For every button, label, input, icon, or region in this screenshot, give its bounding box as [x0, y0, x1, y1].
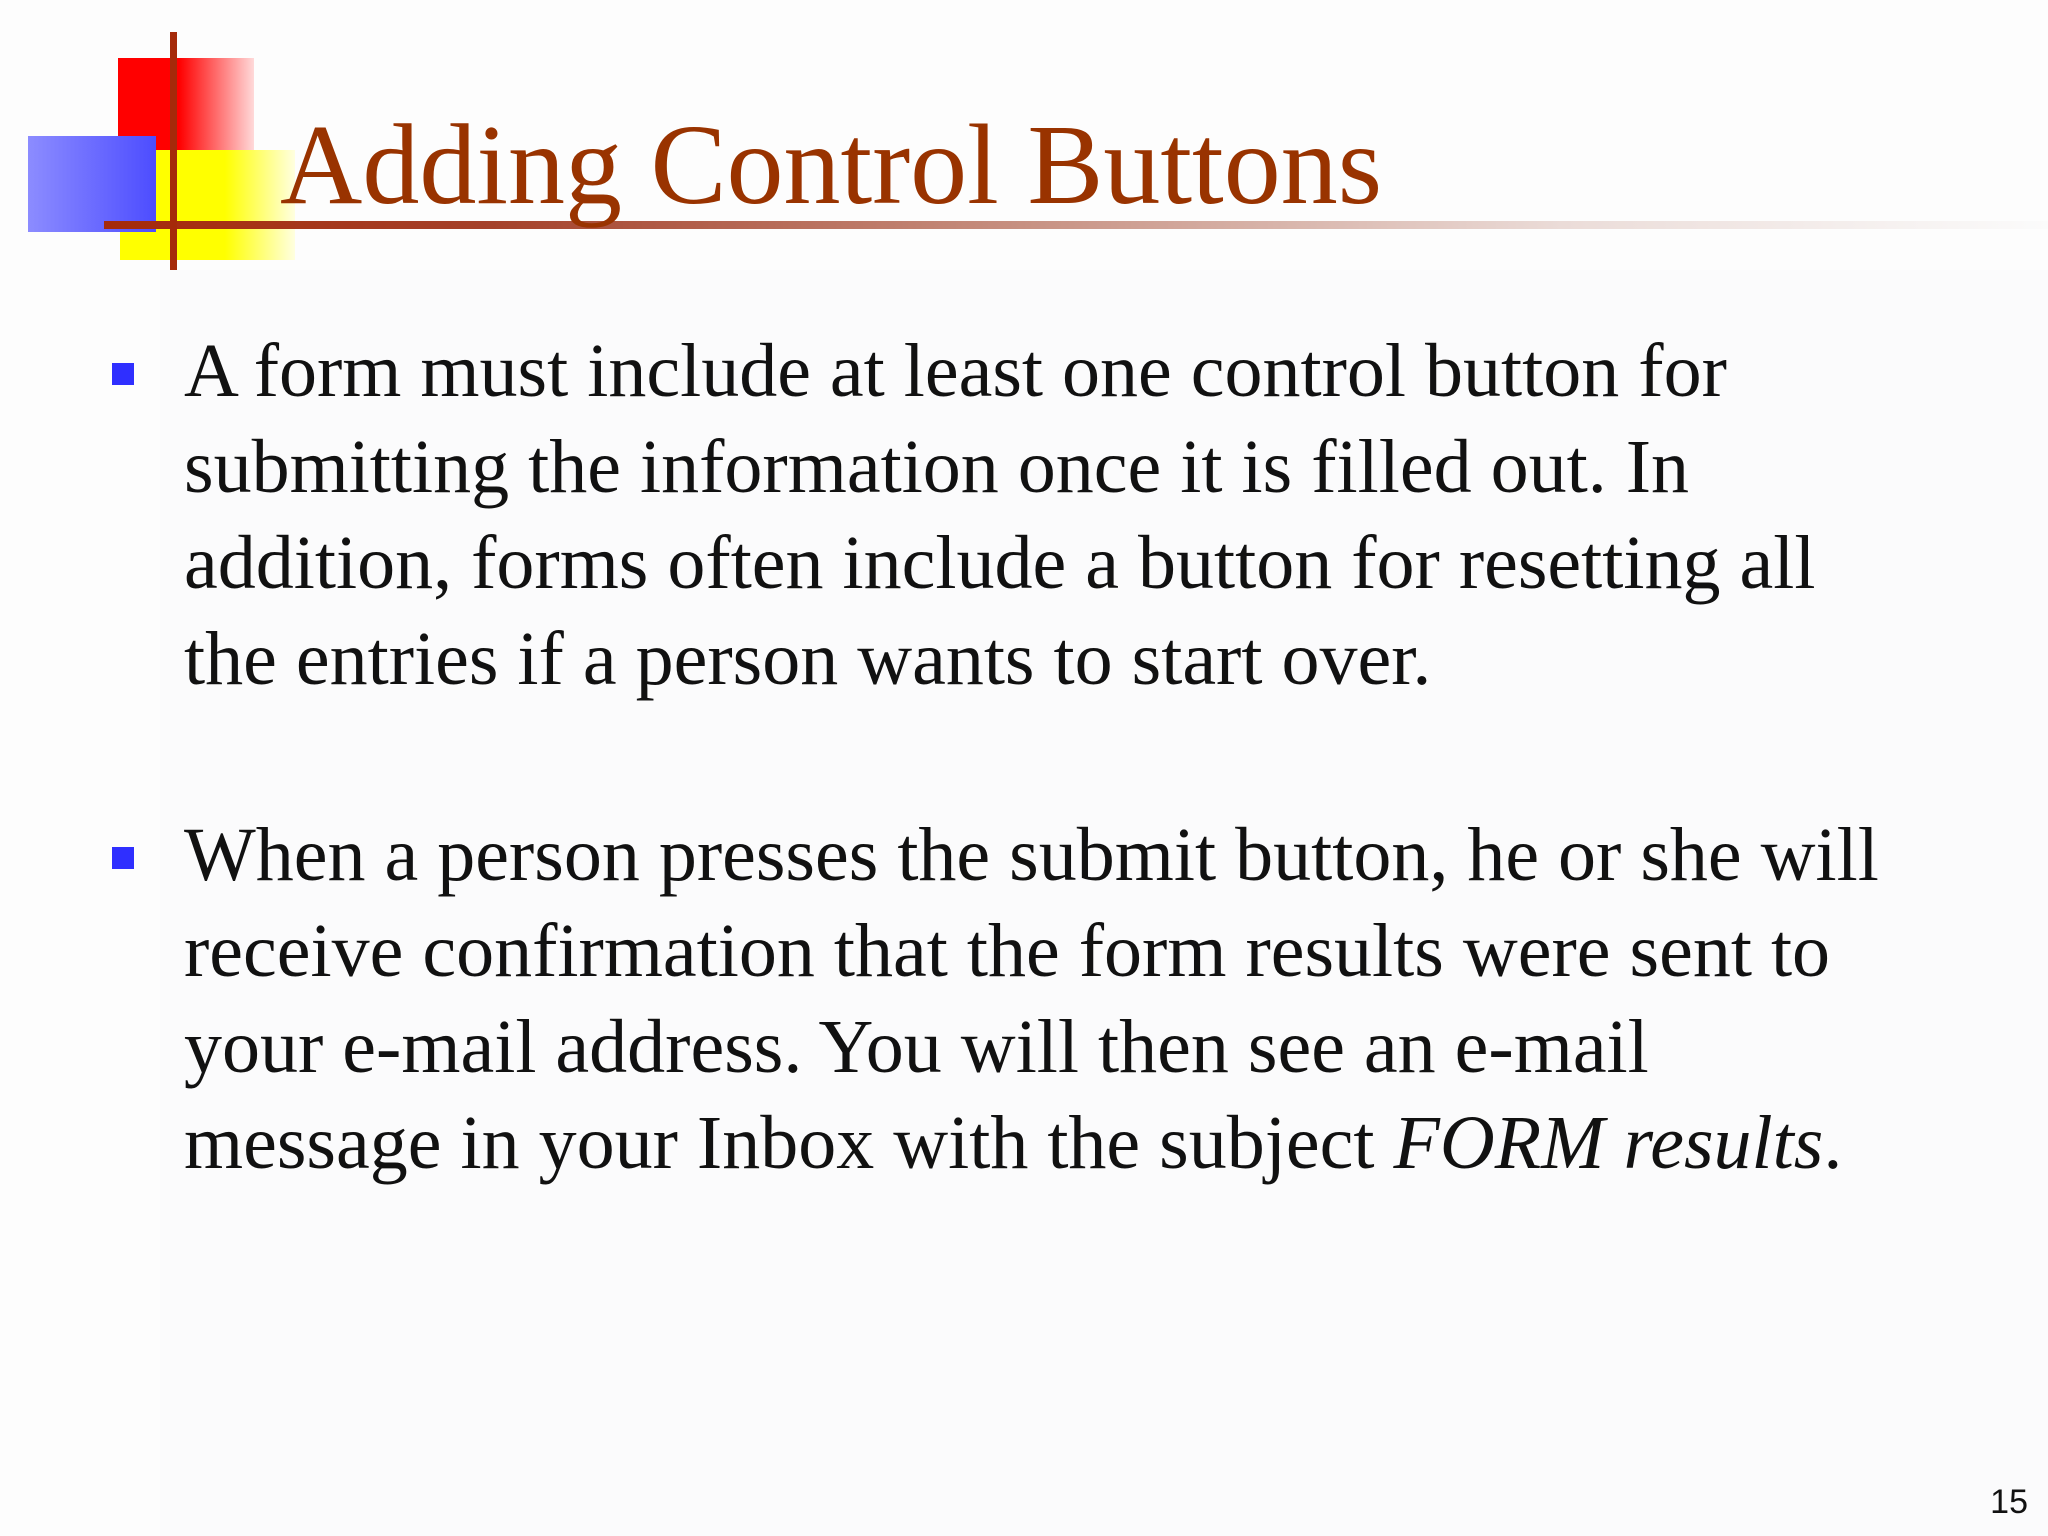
- square-bullet-icon: [112, 363, 134, 385]
- bullet-item: [0, 807, 1974, 1191]
- ornament-blue-square: [28, 136, 156, 232]
- slide-title: Adding Control Buttons: [280, 101, 1383, 228]
- bullet-list: [0, 323, 2048, 1191]
- bullet-text-line: A form must include at least one control button for: [184, 329, 1727, 413]
- corner-ornament: [0, 0, 320, 280]
- bullet-item: [0, 323, 1974, 707]
- bullet-text-segment: .: [1823, 1101, 1843, 1185]
- bullet-text-line: When a person presses the submit button, he or she will: [184, 813, 1879, 897]
- bullet-text-line: submitting the information once it is filled out. In: [184, 425, 1690, 509]
- bullet-text-segment: message in your Inbox with the subject: [184, 1101, 1394, 1185]
- bullet-text-line: your e-mail address. You will then see an e-mail: [184, 1005, 1649, 1089]
- bullet-text-line: the entries if a person wants to start over.: [184, 617, 1432, 701]
- bullet-text-line: addition, forms often include a button for resetting all: [184, 521, 1816, 605]
- square-bullet-icon: [112, 847, 134, 869]
- bullet-text-line: [184, 1095, 1974, 1191]
- bullet-text-line: receive confirmation that the form results were sent to: [184, 909, 1831, 993]
- page-number: 15: [1990, 1483, 2028, 1521]
- emphasized-subject-text: FORM results: [1393, 1101, 1824, 1185]
- ornament-vertical-rule: [170, 32, 177, 270]
